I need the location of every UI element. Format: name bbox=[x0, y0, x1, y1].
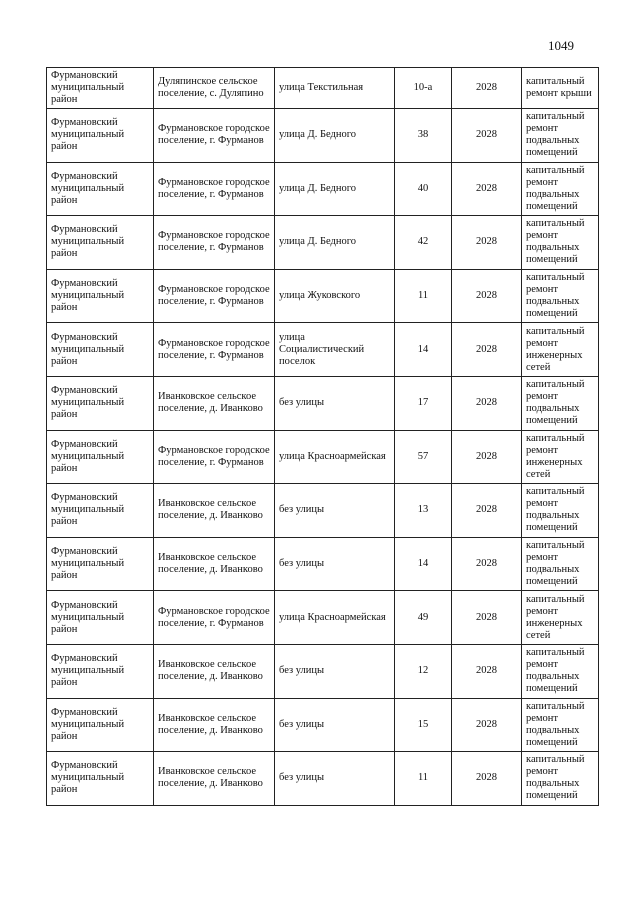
district-cell: Фурмановский муниципальный район bbox=[47, 537, 154, 591]
district-cell: Фурмановский муниципальный район bbox=[47, 484, 154, 538]
house-number-cell: 15 bbox=[395, 698, 452, 752]
settlement-cell: Фурмановское городское поселение, г. Фурманов bbox=[154, 430, 275, 484]
table-row bbox=[47, 537, 599, 591]
district-cell: Фурмановский муниципальный район bbox=[47, 591, 154, 645]
house-number-cell: 13 bbox=[395, 484, 452, 538]
housing-repair-table bbox=[46, 67, 599, 806]
table-row bbox=[47, 484, 599, 538]
work-type-cell: капитальный ремонт подвальных помещений bbox=[522, 216, 599, 270]
work-type-cell: капитальный ремонт подвальных помещений bbox=[522, 162, 599, 216]
work-type-cell: капитальный ремонт подвальных помещений bbox=[522, 269, 599, 323]
table-row bbox=[47, 376, 599, 430]
year-cell: 2028 bbox=[452, 216, 522, 270]
year-cell: 2028 bbox=[452, 109, 522, 163]
table-row bbox=[47, 109, 599, 163]
district-cell: Фурмановский муниципальный район bbox=[47, 644, 154, 698]
street-cell: без улицы bbox=[275, 644, 395, 698]
table-row bbox=[47, 269, 599, 323]
table-row bbox=[47, 68, 599, 109]
street-cell: улица Красноармейская bbox=[275, 430, 395, 484]
street-cell: без улицы bbox=[275, 698, 395, 752]
house-number-cell: 42 bbox=[395, 216, 452, 270]
settlement-cell: Фурмановское городское поселение, г. Фурманов bbox=[154, 269, 275, 323]
work-type-cell: капитальный ремонт подвальных помещений bbox=[522, 109, 599, 163]
street-cell: без улицы bbox=[275, 376, 395, 430]
street-cell: без улицы bbox=[275, 537, 395, 591]
table-row bbox=[47, 698, 599, 752]
work-type-cell: капитальный ремонт подвальных помещений bbox=[522, 376, 599, 430]
year-cell: 2028 bbox=[452, 162, 522, 216]
year-cell: 2028 bbox=[452, 698, 522, 752]
street-cell: без улицы bbox=[275, 752, 395, 806]
table-row bbox=[47, 591, 599, 645]
settlement-cell: Фурмановское городское поселение, г. Фурманов bbox=[154, 162, 275, 216]
district-cell: Фурмановский муниципальный район bbox=[47, 376, 154, 430]
district-cell: Фурмановский муниципальный район bbox=[47, 68, 154, 109]
district-cell: Фурмановский муниципальный район bbox=[47, 109, 154, 163]
district-cell: Фурмановский муниципальный район bbox=[47, 752, 154, 806]
settlement-cell: Фурмановское городское поселение, г. Фурманов bbox=[154, 109, 275, 163]
house-number-cell: 49 bbox=[395, 591, 452, 645]
table-row bbox=[47, 752, 599, 806]
settlement-cell: Иванковское сельское поселение, д. Иванково bbox=[154, 644, 275, 698]
work-type-cell: капитальный ремонт подвальных помещений bbox=[522, 752, 599, 806]
settlement-cell: Иванковское сельское поселение, д. Иванково bbox=[154, 752, 275, 806]
house-number-cell: 38 bbox=[395, 109, 452, 163]
settlement-cell: Фурмановское городское поселение, г. Фурманов bbox=[154, 323, 275, 377]
street-cell: улица Социалистический поселок bbox=[275, 323, 395, 377]
table-row bbox=[47, 216, 599, 270]
table-row bbox=[47, 644, 599, 698]
street-cell: без улицы bbox=[275, 484, 395, 538]
year-cell: 2028 bbox=[452, 537, 522, 591]
year-cell: 2028 bbox=[452, 323, 522, 377]
work-type-cell: капитальный ремонт инженерных сетей bbox=[522, 323, 599, 377]
district-cell: Фурмановский муниципальный район bbox=[47, 430, 154, 484]
district-cell: Фурмановский муниципальный район bbox=[47, 323, 154, 377]
street-cell: улица Красноармейская bbox=[275, 591, 395, 645]
street-cell: улица Д. Бедного bbox=[275, 109, 395, 163]
work-type-cell: капитальный ремонт инженерных сетей bbox=[522, 430, 599, 484]
house-number-cell: 17 bbox=[395, 376, 452, 430]
year-cell: 2028 bbox=[452, 68, 522, 109]
street-cell: улица Д. Бедного bbox=[275, 162, 395, 216]
work-type-cell: капитальный ремонт подвальных помещений bbox=[522, 644, 599, 698]
work-type-cell: капитальный ремонт подвальных помещений bbox=[522, 537, 599, 591]
district-cell: Фурмановский муниципальный район bbox=[47, 216, 154, 270]
street-cell: улица Текстильная bbox=[275, 68, 395, 109]
house-number-cell: 40 bbox=[395, 162, 452, 216]
district-cell: Фурмановский муниципальный район bbox=[47, 162, 154, 216]
street-cell: улица Д. Бедного bbox=[275, 216, 395, 270]
district-cell: Фурмановский муниципальный район bbox=[47, 698, 154, 752]
house-number-cell: 14 bbox=[395, 323, 452, 377]
year-cell: 2028 bbox=[452, 644, 522, 698]
house-number-cell: 14 bbox=[395, 537, 452, 591]
year-cell: 2028 bbox=[452, 484, 522, 538]
table-row bbox=[47, 323, 599, 377]
settlement-cell: Фурмановское городское поселение, г. Фурманов bbox=[154, 591, 275, 645]
settlement-cell: Иванковское сельское поселение, д. Иванково bbox=[154, 537, 275, 591]
district-cell: Фурмановский муниципальный район bbox=[47, 269, 154, 323]
table-row bbox=[47, 430, 599, 484]
year-cell: 2028 bbox=[452, 591, 522, 645]
table-body bbox=[47, 68, 599, 806]
house-number-cell: 12 bbox=[395, 644, 452, 698]
work-type-cell: капитальный ремонт крыши bbox=[522, 68, 599, 109]
year-cell: 2028 bbox=[452, 752, 522, 806]
year-cell: 2028 bbox=[452, 269, 522, 323]
house-number-cell: 10-а bbox=[395, 68, 452, 109]
house-number-cell: 11 bbox=[395, 269, 452, 323]
page-number: 1049 bbox=[548, 38, 574, 53]
street-cell: улица Жуковского bbox=[275, 269, 395, 323]
settlement-cell: Иванковское сельское поселение, д. Иванково bbox=[154, 484, 275, 538]
settlement-cell: Иванковское сельское поселение, д. Иванково bbox=[154, 376, 275, 430]
work-type-cell: капитальный ремонт инженерных сетей bbox=[522, 591, 599, 645]
house-number-cell: 11 bbox=[395, 752, 452, 806]
settlement-cell: Дуляпинское сельское поселение, с. Дуляпино bbox=[154, 68, 275, 109]
table-row bbox=[47, 162, 599, 216]
house-number-cell: 57 bbox=[395, 430, 452, 484]
settlement-cell: Фурмановское городское поселение, г. Фурманов bbox=[154, 216, 275, 270]
year-cell: 2028 bbox=[452, 430, 522, 484]
work-type-cell: капитальный ремонт подвальных помещений bbox=[522, 698, 599, 752]
year-cell: 2028 bbox=[452, 376, 522, 430]
settlement-cell: Иванковское сельское поселение, д. Иванково bbox=[154, 698, 275, 752]
work-type-cell: капитальный ремонт подвальных помещений bbox=[522, 484, 599, 538]
